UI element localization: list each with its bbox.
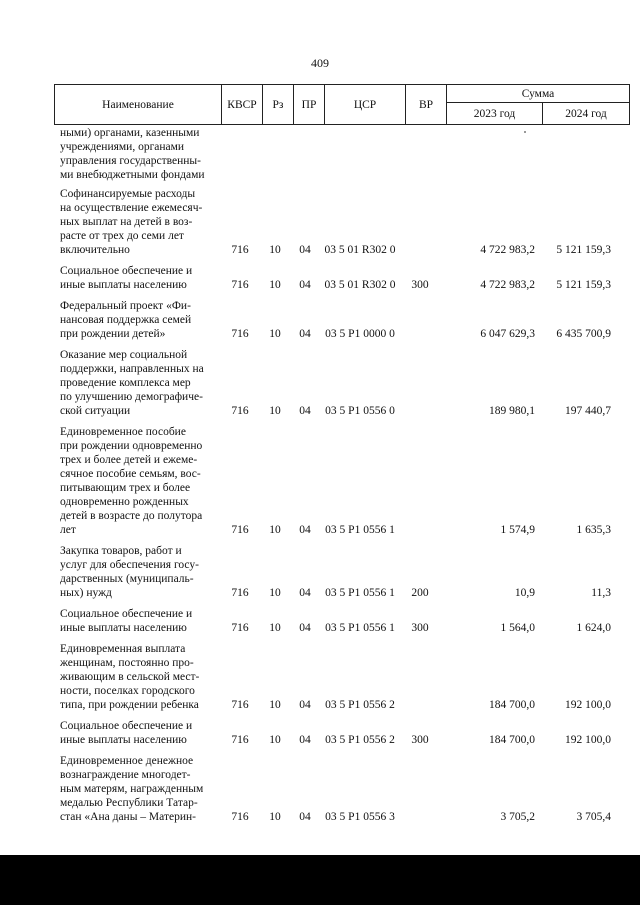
row-pr: 04 [299,587,311,599]
header-summa: Сумма [447,85,630,103]
row-name: ными) органами, казенными учреждениями, органами управления государственны- ми внебюджетными фондами [60,127,205,181]
row-sum-2023: 1 564,0 [500,622,535,634]
row-vr: 200 [411,587,429,599]
row-vr: 300 [411,279,429,291]
row-rz: 10 [269,279,281,291]
row-rz: 10 [269,734,281,746]
header-csr: ЦСР [325,85,406,125]
row-pr: 04 [299,279,311,291]
row-name: Единовременное пособие при рождении одновременно трех и более детей и ежеме- сячное пособие семьям, вос- питывающим трех и более одновременно рожденных детей в возрасте до полутора лет [60,426,203,536]
row-name: Социальное обеспечение и иные выплаты населению [60,265,193,291]
row-csr: 03 5 P1 0556 0 [325,405,395,417]
row-name: Федеральный проект «Фи- нансовая поддержка семей при рождении детей» [60,300,192,340]
row-csr: 03 5 P1 0556 1 [325,524,395,536]
row-csr: 03 5 P1 0556 1 [325,622,395,634]
row-name: Единовременное денежное вознаграждение многодет- ным матерям, награжденным медалью Республики Татар- стан «Ана даны – Материн- [60,755,204,823]
row-name: Социальное обеспечение и иные выплаты населению [60,608,193,634]
header-vr: ВР [406,85,447,125]
row-rz: 10 [269,699,281,711]
row-rz: 10 [269,405,281,417]
row-sum-2024: 6 435 700,9 [556,328,611,340]
row-kvsr: 716 [231,699,249,711]
row-sum-2023: 3 705,2 [500,811,535,823]
row-sum-2024: 197 440,7 [565,405,611,417]
table-row [54,348,625,418]
header-rz: Рз [263,85,294,125]
row-pr: 04 [299,405,311,417]
row-rz: 10 [269,244,281,256]
row-sum-2024: 11,3 [591,587,611,599]
row-name: Оказание мер социальной поддержки, направленных на проведение комплекса мер по улучшению демографиче- ской ситуации [60,349,204,417]
row-kvsr: 716 [231,622,249,634]
row-kvsr: 716 [231,279,249,291]
row-csr: 03 5 P1 0000 0 [325,328,395,340]
header-pr: ПР [294,85,325,125]
row-name: Единовременная выплата женщинам, постоянно про- живающим в сельской мест- ности, поселках городского типа, при рождении ребенка [60,643,200,711]
page-number: 409 [311,56,329,70]
row-name: Закупка товаров, работ и услуг для обеспечения госу- дарственных (муниципаль- ных) нужд [60,545,199,599]
row-vr: 300 [411,622,429,634]
header-name: Наименование [55,85,222,125]
row-pr: 04 [299,699,311,711]
row-sum-2023: 184 700,0 [489,699,535,711]
table-body [54,126,625,824]
row-pr: 04 [299,524,311,536]
row-rz: 10 [269,524,281,536]
row-sum-2023: 10,9 [514,587,535,599]
table-header [54,84,630,125]
table-row [54,264,625,292]
row-kvsr: 716 [231,524,249,536]
row-kvsr: 716 [231,587,249,599]
row-pr: 04 [299,734,311,746]
row-kvsr: 716 [231,811,249,823]
row-sum-2024: 3 705,4 [576,811,611,823]
row-csr: 03 5 01 R302 0 [324,279,396,291]
table-row [54,544,625,600]
row-sum-2023: 189 980,1 [489,405,535,417]
row-pr: 04 [299,622,311,634]
row-pr: 04 [299,811,311,823]
row-csr: 03 5 P1 0556 1 [325,587,395,599]
row-sum-2023: 4 722 983,2 [480,244,535,256]
header-year-2023: 2023 год [447,103,543,125]
table-row [54,425,625,537]
row-csr: 03 5 P1 0556 2 [325,699,395,711]
row-sum-2023: 6 047 629,3 [480,328,535,340]
row-pr: 04 [299,328,311,340]
row-name: Социальное обеспечение и иные выплаты населению [60,720,193,746]
row-csr: 03 5 P1 0556 3 [325,811,395,823]
row-kvsr: 716 [231,328,249,340]
row-vr: 300 [411,734,429,746]
row-sum-2024: 1 624,0 [576,622,611,634]
row-kvsr: 716 [231,734,249,746]
table-row [54,754,625,824]
row-csr: 03 5 01 R302 0 [324,244,396,256]
row-kvsr: 716 [231,244,249,256]
row-rz: 10 [269,328,281,340]
row-rz: 10 [269,587,281,599]
row-sum-2024: 5 121 159,3 [556,244,611,256]
table-row [54,607,625,635]
table-row [54,642,625,712]
scan-bottom-border [0,855,640,905]
row-sum-2023: 184 700,0 [489,734,535,746]
table-row [54,126,625,182]
table-row [54,299,625,341]
row-pr: 04 [299,244,311,256]
table-row [54,719,625,747]
row-sum-2023: 4 722 983,2 [480,279,535,291]
row-sum-2024: 1 635,3 [576,524,611,536]
row-sum-2024: 192 100,0 [565,699,611,711]
row-name: Софинансируемые расходы на осуществление ежемесяч- ных выплат на детей в воз- расте от трех до семи лет включительно [60,188,203,256]
header-kvsr: КВСР [222,85,263,125]
table-row [54,187,625,257]
row-sum-2023: 1 574,9 [500,524,535,536]
row-kvsr: 716 [231,405,249,417]
row-sum-2024: 192 100,0 [565,734,611,746]
header-year-2024: 2024 год [543,103,630,125]
row-csr: 03 5 P1 0556 2 [325,734,395,746]
row-rz: 10 [269,811,281,823]
row-sum-2024: 5 121 159,3 [556,279,611,291]
row-rz: 10 [269,622,281,634]
